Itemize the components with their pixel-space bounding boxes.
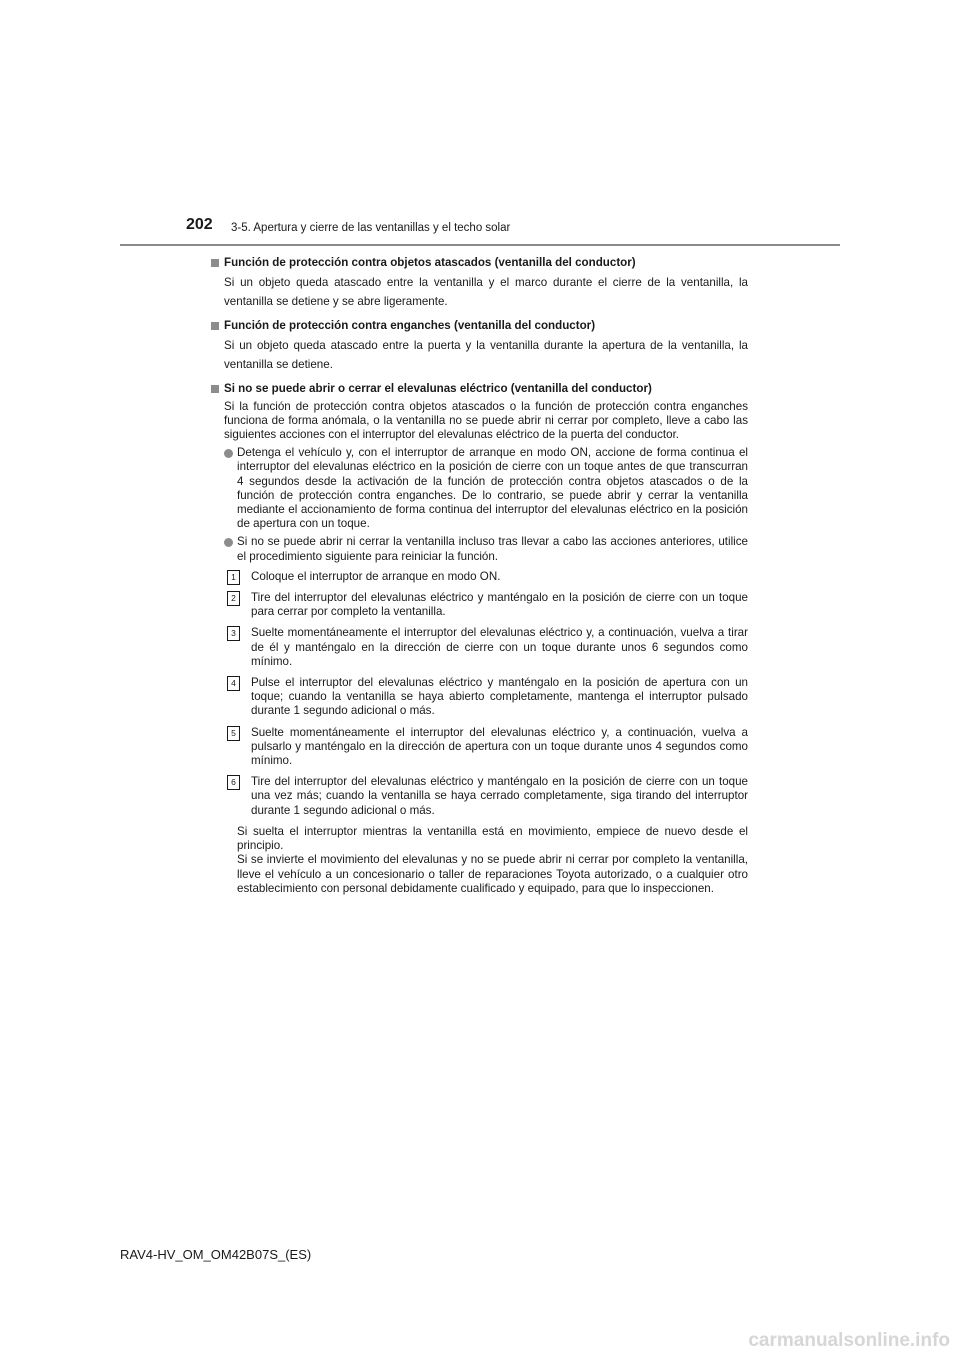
section-title: Función de protección contra objetos atascados (ventanilla del conductor)	[224, 256, 636, 269]
step-list	[210, 570, 748, 818]
section-body: Si un objeto queda atascado entre la ventanilla y el marco durante el cierre de la ventanilla, la ventanilla se detiene y se abre ligeramente.	[224, 276, 748, 309]
note-restart: Si suelta el interruptor mientras la ventanilla está en movimiento, empiece de nuevo desde el principio.	[237, 824, 748, 853]
header-divider	[120, 244, 840, 246]
step-text: Tire del interruptor del elevalunas eléctrico y manténgalo en la posición de cierre con un toque para cerrar por completo la ventanilla.	[251, 591, 748, 619]
step-number-box: 2	[227, 591, 240, 606]
step-text: Pulse el interruptor del elevalunas eléctrico y manténgalo en la posición de apertura con un toque; cuando la ventanilla se haya abierto completamente, mantenga el interruptor pulsado durante 1 segundo adicional o más.	[251, 676, 748, 718]
square-bullet-icon	[211, 385, 219, 393]
chapter-title: 3-5. Apertura y cierre de las ventanillas y el techo solar	[231, 222, 511, 234]
step-number-box: 3	[227, 626, 240, 641]
step-number-box: 4	[227, 676, 240, 691]
circle-bullet-icon	[224, 449, 233, 458]
page-content	[210, 256, 748, 904]
step-number-box: 5	[227, 726, 240, 741]
step-text: Coloque el interruptor de arranque en modo ON.	[251, 569, 501, 583]
step-item	[210, 570, 748, 584]
section-jam-protection	[210, 256, 748, 311]
step-text: Suelte momentáneamente el interruptor del elevalunas eléctrico y, a continuación, vuelva a pulsarlo y manténgalo en la dirección de apertura con un toque durante unos 4 segundos como mínimo.	[251, 725, 748, 768]
section-title: Función de protección contra enganches (ventanilla del conductor)	[224, 319, 596, 333]
section-body: Si un objeto queda atascado entre la puerta y la ventanilla durante la apertura de la ventanilla, la ventanilla se detiene.	[224, 339, 748, 372]
bullet-text: Si no se puede abrir ni cerrar la ventanilla incluso tras llevar a cabo las acciones anteriores, utilice el procedimiento siguiente para reiniciar la función.	[237, 535, 748, 563]
list-item	[210, 535, 748, 563]
step-number-box: 1	[227, 570, 240, 585]
circle-bullet-icon	[224, 538, 233, 547]
step-item	[210, 726, 748, 769]
step-number-box: 6	[227, 775, 240, 790]
step-text: Suelte momentáneamente el interruptor del elevalunas eléctrico y, a continuación, vuelva a tirar de él y manténgalo en la dirección de cierre con un toque durante unos 6 segundos como mínimo.	[251, 626, 748, 668]
list-item	[210, 446, 748, 531]
section-catch-protection	[210, 319, 748, 374]
bullet-text: Detenga el vehículo y, con el interruptor de arranque en modo ON, accione de forma continua el interruptor del elevalunas eléctrico en la posición de cierre con un toque antes de que transcurran 4 segundos desde la activación de la función de protección contra objetos atascados o de la función de protección contra enganches. De lo contrario, se puede abrir y cerrar la ventanilla mediante el accionamiento de forma continua del interruptor del elevalunas eléctrico en la posición de apertura con un toque.	[237, 446, 748, 531]
section-title: Si no se puede abrir o cerrar el elevalunas eléctrico (ventanilla del conductor)	[224, 382, 652, 396]
note-dealer: Si se invierte el movimiento del elevalunas y no se puede abrir ni cerrar por completo la ventanilla, lleve el vehículo a un concesionario o taller de reparaciones Toyota autorizado, o a cualquier otro establecimiento con personal debidamente cualificado y equipado, para que lo inspeccionen.	[237, 853, 748, 895]
document-code: RAV4-HV_OM_OM42B07S_(ES)	[120, 1247, 312, 1262]
step-item	[210, 775, 748, 818]
square-bullet-icon	[211, 259, 219, 267]
page-number: 202	[186, 216, 213, 233]
square-bullet-icon	[211, 322, 219, 330]
step-item	[210, 591, 748, 619]
step-item	[210, 676, 748, 719]
watermark: carmanualsonline.info	[748, 1330, 950, 1351]
step-item	[210, 626, 748, 669]
section-window-malfunction	[210, 382, 748, 896]
section-body: Si la función de protección contra objetos atascados o la función de protección contra enganches funciona de forma anómala, o la ventanilla no se puede abrir ni cerrar por completo, lleve a cabo las siguientes acciones con el interruptor del elevalunas eléctrico de la puerta del conductor.	[224, 399, 748, 442]
step-text: Tire del interruptor del elevalunas eléctrico y manténgalo en la posición de cierre con un toque una vez más; cuando la ventanilla se haya cerrado completamente, siga tirando del interruptor durante 1 segundo adicional o más.	[251, 775, 748, 817]
